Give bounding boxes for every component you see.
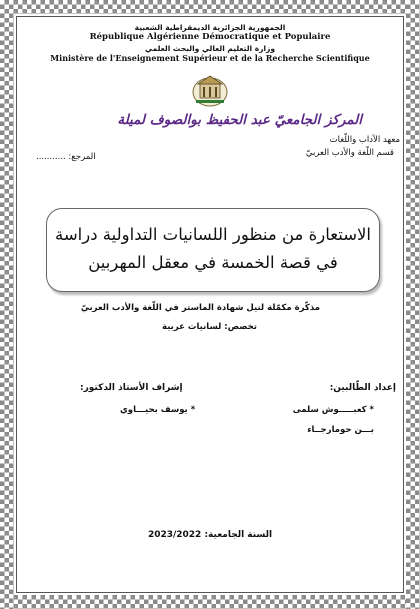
student-name: بـــن حومارجــاء xyxy=(307,425,374,435)
decorative-border-bottom xyxy=(0,595,420,609)
memo-description: مذكّرة مكمّلة لنيل شهادة الماستر في اللّغة والأدب العربيّ xyxy=(80,303,320,313)
specialization: تخصص: لسانيات عربية xyxy=(162,322,257,332)
supervisor-label: إشراف الأستاذ الدكتور: xyxy=(80,383,183,393)
decorative-border-top xyxy=(0,0,420,14)
student-name: * كعبـــــوش سلمى xyxy=(292,405,374,415)
university-center-name: المركز الجامعيّ عبد الحفيظ بوالصوف لميلة xyxy=(117,112,362,128)
thesis-title-line-1: الاستعارة من منظور اللسانيات التداولية دراسة xyxy=(54,225,372,244)
republic-arabic: الجمهورية الجزائرية الديمقراطية الشعبية xyxy=(134,23,286,32)
supervisor-name: * يوسف بحيـــاوي xyxy=(120,405,196,415)
institute-name: معهد الآداب واللّغات xyxy=(329,135,400,145)
thesis-title-box xyxy=(46,208,380,292)
thesis-title-line-2: في قصة الخمسة في معقل المهربين xyxy=(88,253,338,272)
department-name: قسم اللّغة والأدب العربيّ xyxy=(305,148,394,158)
ministry-arabic: وزارة التعليم العالي والبحث العلمي xyxy=(144,44,276,53)
students-label: إعداد الطّالبين: xyxy=(329,383,396,393)
reference-field: المرجع: ........... xyxy=(36,152,96,162)
academic-year: السنة الجامعية: 2023/2022 xyxy=(147,530,273,540)
decorative-border-right xyxy=(406,0,420,609)
university-logo-icon xyxy=(190,70,230,110)
decorative-border-left xyxy=(0,0,14,609)
republic-french: République Algérienne Démocratique et Populaire xyxy=(89,32,331,42)
ministry-french: Ministère de l'Enseignement Supérieur et de la Recherche Scientifique xyxy=(50,53,370,63)
